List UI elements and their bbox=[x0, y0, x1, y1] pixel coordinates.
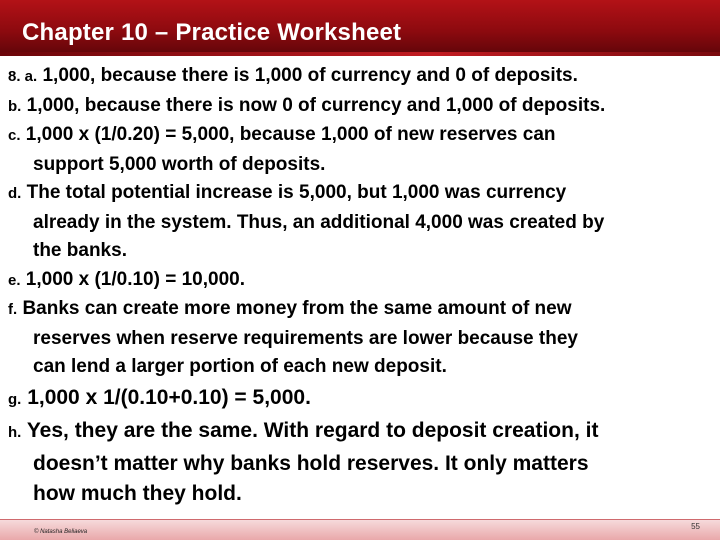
item-text: 1,000 x (1/0.10) = 10,000. bbox=[25, 268, 245, 290]
answer-list bbox=[8, 62, 712, 510]
item-text-continued: the banks. bbox=[33, 240, 127, 261]
title-bar bbox=[0, 0, 720, 56]
item-text-continued: reserves when reserve requirements are lower because they bbox=[33, 327, 578, 349]
item-label: d. bbox=[8, 185, 22, 202]
item-label: 8. a. bbox=[8, 68, 38, 85]
item-label: c. bbox=[8, 127, 21, 144]
answer-item-h bbox=[8, 416, 712, 510]
item-label: b. bbox=[8, 97, 22, 115]
answer-item-f bbox=[8, 295, 712, 382]
answer-item-e bbox=[8, 266, 712, 296]
item-text-continued: can lend a larger portion of each new deposit. bbox=[33, 356, 447, 377]
answer-item-d bbox=[8, 179, 712, 266]
item-text: 1,000, because there is 1,000 of currency and 0 of deposits. bbox=[42, 65, 578, 86]
answer-item-b bbox=[8, 92, 712, 122]
item-label: e. bbox=[8, 271, 21, 289]
item-text: 1,000 x 1/(0.10+0.10) = 5,000. bbox=[27, 385, 311, 409]
item-text-continued: doesn’t matter why banks hold reserves. It only matters bbox=[33, 451, 589, 475]
item-text: 1,000, because there is now 0 of currency and 1,000 of deposits. bbox=[26, 94, 606, 116]
slide-title: Chapter 10 – Practice Worksheet bbox=[22, 19, 402, 46]
item-text-continued: already in the system. Thus, an additional 4,000 was created by bbox=[33, 211, 605, 233]
item-text: The total potential increase is 5,000, but 1,000 was currency bbox=[26, 182, 567, 203]
answer-item-g bbox=[8, 383, 712, 416]
item-label: h. bbox=[8, 424, 22, 441]
page-number: 55 bbox=[691, 522, 700, 531]
item-text-continued: support 5,000 worth of deposits. bbox=[33, 153, 326, 175]
footer-bar bbox=[0, 519, 720, 540]
item-text-continued: how much they hold. bbox=[33, 482, 242, 505]
item-label: f. bbox=[8, 301, 18, 318]
answer-item-8a bbox=[8, 62, 712, 92]
item-text: Yes, they are the same. With regard to deposit creation, it bbox=[26, 419, 599, 442]
copyright-notice: © Natasha Beliaeva bbox=[34, 529, 88, 535]
answer-item-c bbox=[8, 121, 712, 179]
item-text: Banks can create more money from the same amount of new bbox=[22, 298, 572, 319]
item-label: g. bbox=[8, 390, 22, 408]
item-text: 1,000 x (1/0.20) = 5,000, because 1,000 of new reserves can bbox=[25, 124, 556, 145]
